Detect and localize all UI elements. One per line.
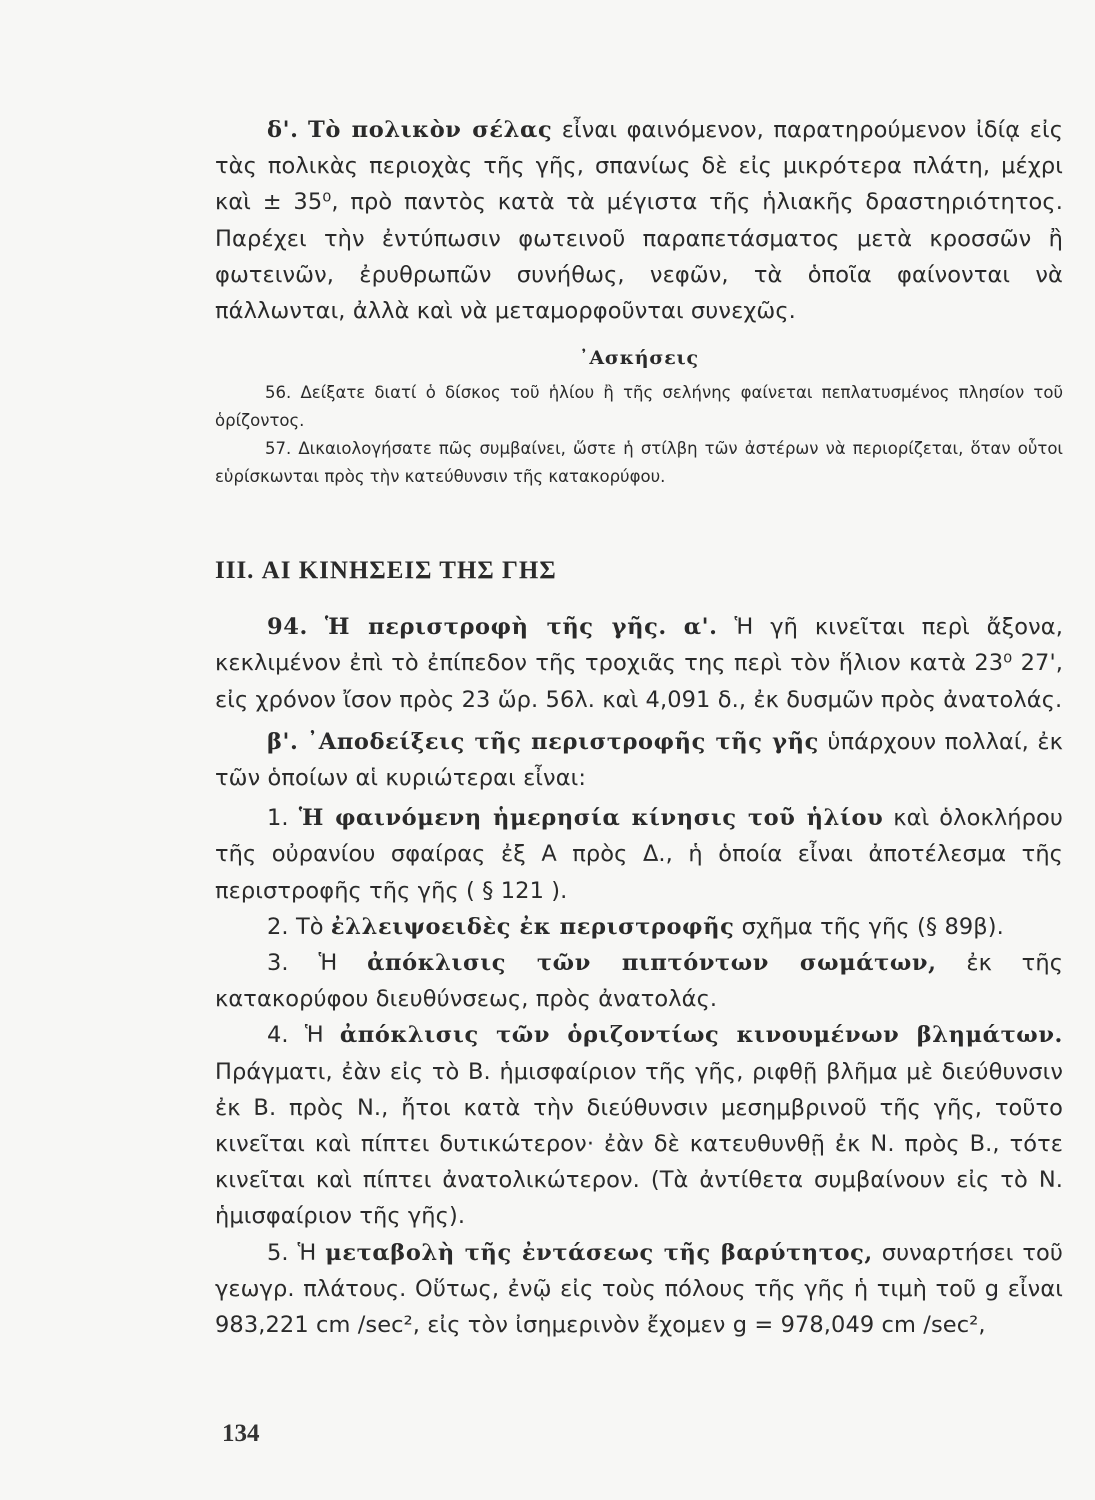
section-number-94: 94. bbox=[267, 614, 308, 641]
proof-3-pre: Ἡ bbox=[318, 950, 338, 977]
section-label-d: δ'. bbox=[267, 117, 299, 143]
proof-4-text: Πράγματι, ἐὰν εἰς τὸ Β. ἡμισφαίριον τῆς γῆς, ριφθῇ βλῆμα μὲ διεύθυνσιν ἐκ Β. πρὸς Ν., ἤτοι κατὰ τὴν διεύθυνσιν μεσημβρινοῦ τῆς γῆς, τοῦτο κινεῖται καὶ πίπτει δυτικώτερον· ἐὰν δὲ κατευθυνθῇ ἐκ Ν. πρὸς Β., τότε κινεῖται καὶ πίπτει ἀνατολικώτερον. (Τὰ ἀντίθετα συμβαίνουν εἰς τὸ Ν. ἡμισφαίριον τῆς γῆς). bbox=[215, 1058, 1063, 1230]
paragraph-94a bbox=[215, 609, 1063, 718]
proof-5-text: συναρτήσει τοῦ γεωγρ. πλάτους. Οὕτως, ἐνῷ εἰς τοὺς πόλους τῆς γῆς ἡ τιμὴ τοῦ g εἶναι 983,221 cm /sec², εἰς τὸν ἰσημερινὸν ἔχομεν g = 978,049 cm /sec², bbox=[215, 1239, 1063, 1339]
section-heading-94: Ἡ περιστροφὴ τῆς γῆς. bbox=[324, 614, 667, 641]
term-aurora: Τὸ πολικὸν σέλας bbox=[308, 117, 553, 143]
paragraph-aurora bbox=[215, 112, 1063, 329]
proof-3 bbox=[215, 945, 1063, 1017]
exercises-title: ᾿Ασκήσεις bbox=[579, 347, 699, 370]
proof-1-text: καὶ ὁλοκλήρου τῆς οὐρανίου σφαίρας ἐξ Α πρὸς Δ., ἡ ὁποία εἶναι ἀποτέλεσμα τῆς περιστροφῆς τῆς γῆς ( § 121 ). bbox=[215, 805, 1063, 904]
proof-3-text: ἐκ τῆς κατακορύφου διευθύνσεως, πρὸς ἀνατολάς. bbox=[215, 950, 1063, 1013]
page-number: 134 bbox=[222, 1420, 260, 1447]
exercise-56: 56. Δείξατε διατί ὁ δίσκος τοῦ ἡλίου ἢ τῆς σελήνης φαίνεται πεπλατυσμένος πλησίον τοῦ ὁρίζοντος. bbox=[215, 383, 1063, 431]
proof-2-pre: Τὸ bbox=[295, 913, 324, 940]
chapter-title: III. ΑΙ ΚΙΝΗΣΕΙΣ ΤΗΣ ΓΗΣ bbox=[215, 557, 557, 585]
text-a: Ἡ γῆ κινεῖται περὶ ἄξονα, κεκλιμένον ἐπὶ τὸ ἐπίπεδον τῆς τροχιᾶς της περὶ τὸν ἥλιον κατὰ 23⁰ 27', εἰς χρόνον ἴσον πρὸς 23 ὥρ. 56λ. καὶ 4,091 δ., ἐκ δυσμῶν πρὸς ἀνατολάς. bbox=[215, 614, 1063, 713]
sub-label-b: β'. bbox=[267, 728, 299, 755]
text-b: ὑπάρχουν πολλαί, ἐκ τῶν ὁποίων αἱ κυριώτεραι εἶναι: bbox=[215, 728, 1063, 792]
proof-2 bbox=[215, 909, 1063, 945]
proof-4-pre: Ἡ bbox=[304, 1022, 324, 1049]
proof-3-number: 3. bbox=[267, 950, 289, 977]
proof-1-number: 1. bbox=[267, 805, 289, 832]
proof-1 bbox=[215, 800, 1063, 909]
proof-2-term: ἐλλειψοειδὲς ἐκ περιστροφῆς bbox=[330, 913, 735, 940]
exercise-57: 57. Δικαιολογήσατε πῶς συμβαίνει, ὥστε ἡ στίλβη τῶν ἀστέρων νὰ περιορίζεται, ὅταν οὗτοι εὑρίσκωνται πρὸς τὴν κατεύθυνσιν τῆς κατακορύφου. bbox=[215, 439, 1063, 487]
proof-4 bbox=[215, 1017, 1063, 1234]
proof-5-number: 5. bbox=[267, 1239, 289, 1266]
proof-1-term: Ἡ φαινόμενη ἡμερησία κίνησις τοῦ ἡλίου bbox=[298, 805, 884, 832]
proof-5-pre: Ἡ bbox=[297, 1239, 317, 1266]
heading-b: ᾿Αποδείξεις τῆς περιστροφῆς τῆς γῆς bbox=[306, 728, 819, 755]
proof-4-number: 4. bbox=[267, 1022, 289, 1049]
proof-4-term: ἀπόκλισις τῶν ὁριζοντίως κινουμένων βλημάτων. bbox=[339, 1022, 1063, 1049]
proof-5-term: μεταβολὴ τῆς ἐντάσεως τῆς βαρύτητος, bbox=[325, 1239, 873, 1266]
page-body bbox=[215, 112, 1063, 1343]
proof-2-number: 2. bbox=[267, 913, 289, 940]
proof-3-term: ἀπόκλισις τῶν πιπτόντων σωμάτων, bbox=[367, 950, 937, 977]
sub-label-a: α'. bbox=[683, 614, 718, 641]
paragraph-94b bbox=[215, 724, 1063, 796]
aurora-text: εἶναι φαινόμενον, παρατηρούμενον ἰδίᾳ εἰς τὰς πολικὰς περιοχὰς τῆς γῆς, σπανίως δὲ εἰς μικρότερα πλάτη, μέχρι καὶ ± 35⁰, πρὸ παντὸς κατὰ τὰ μέγιστα τῆς ἡλιακῆς δραστηριότητος. Παρέχει τὴν ἐντύπωσιν φωτεινοῦ παραπετάσματος μετὰ κροσσῶν ἢ φωτεινῶν, ἐρυθρωπῶν συνήθως, νεφῶν, τὰ ὁποῖα φαίνονται νὰ πάλλωνται, ἀλλὰ καὶ νὰ μεταμορφοῦνται συνεχῶς. bbox=[215, 117, 1063, 325]
proof-2-text: σχῆμα τῆς γῆς (§ 89β). bbox=[741, 913, 1004, 940]
proof-5 bbox=[215, 1235, 1063, 1344]
